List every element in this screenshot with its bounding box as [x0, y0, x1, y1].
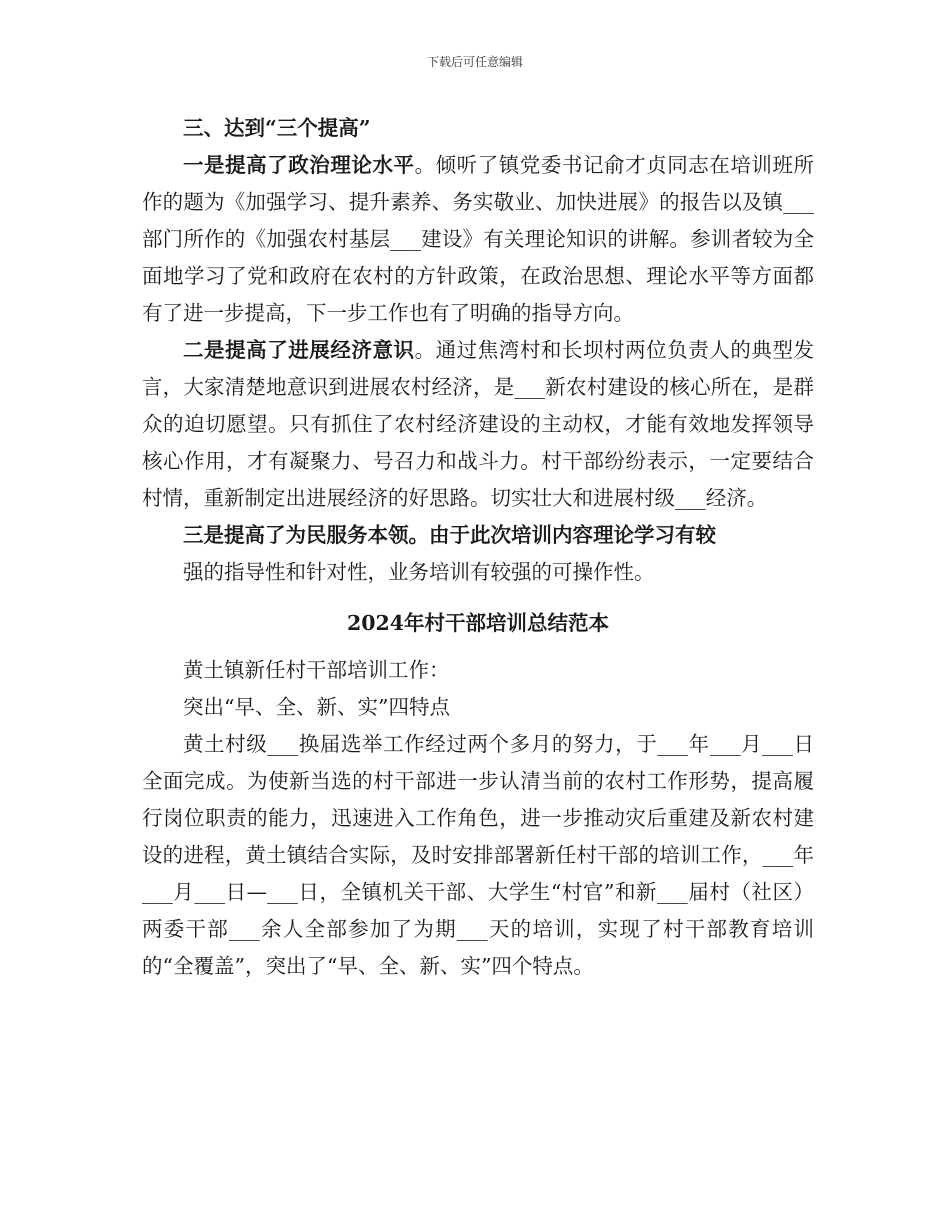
subtitle-line-1: 黄土镇新任村干部培训工作： [183, 658, 450, 682]
section-heading: 三、达到“三个提高” [183, 116, 371, 140]
subtitle-line-2: 突出“早、全、新、实”四特点 [183, 695, 450, 719]
paragraph-service-ability-continued: 强的指导性和针对性，业务培训有较强的可操作性。 [183, 560, 655, 584]
document-body [142, 110, 814, 985]
paragraph-body: 。倾听了镇党委书记俞才贞同志在培训班所作的题为《加强学习、提升素养、务实敬业、加快进展》的报告以及镇___部门所作的《加强农村基层___建设》有关理论知识的讲解。参训者较为全面地学习了党和政府在农村的方针政策，在政治思想、理论水平等方面都有了进一步提高，下一步工作也有了明确的指导方向。 [142, 153, 815, 325]
paragraph-lead: 二是提高了进展经济意识 [183, 338, 415, 362]
paragraph-lead: 一是提高了政治理论水平 [183, 153, 415, 177]
paragraph-training-summary: 黄土村级___换届选举工作经过两个多月的努力，于___年___月___日全面完成。为使新当选的村干部进一步认清当前的农村工作形势，提高履行岗位职责的能力，迅速进入工作角色，进一步推动灾后重建及新农村建设的进程，黄土镇结合实际，及时安排部署新任村干部的培训工作，___年___月___日—___日，全镇机关干部、大学生“村官”和新___届村（社区）两委干部___余人全部参加了为期___天的培训，实现了村干部教育培训的“全覆盖”，突出了“早、全、新、实”四个特点。 [142, 732, 814, 978]
paragraph-economic-awareness [142, 332, 814, 517]
paragraph-political-theory [142, 147, 814, 332]
paragraph-service-ability: 三是提高了为民服务本领。由于此次培训内容理论学习有较 [183, 523, 716, 547]
document-title: 2024年村干部培训总结范本 [346, 611, 610, 635]
page-header-note: 下载后可任意编辑 [426, 55, 523, 69]
paragraph-body: 。通过焦湾村和长坝村两位负责人的典型发言，大家清楚地意识到进展农村经济，是___新农村建设的核心所在，是群众的迫切愿望。只有抓住了农村经济建设的主动权，才能有效地发挥领导核心作用，才有凝聚力、号召力和战斗力。村干部纷纷表示，一定要结合村情，重新制定出进展经济的好思路。切实壮大和进展村级___经济。 [142, 338, 815, 510]
